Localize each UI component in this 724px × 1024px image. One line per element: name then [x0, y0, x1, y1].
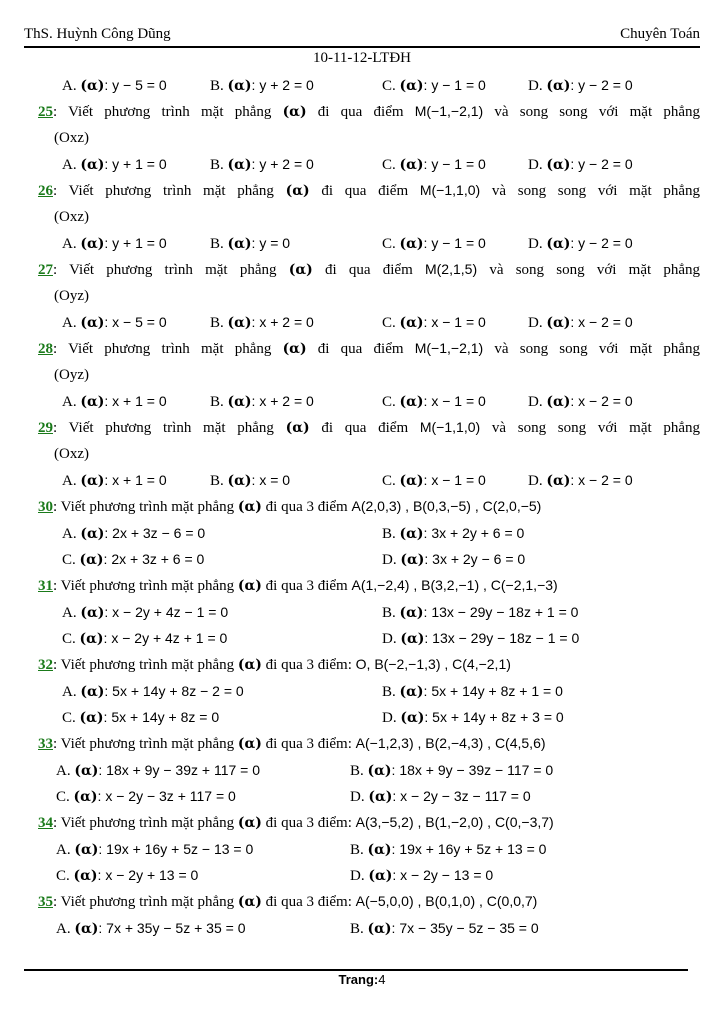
options-row	[38, 678, 700, 704]
options-row	[38, 915, 700, 941]
option-d: D. (α): y − 2 = 0	[528, 77, 633, 94]
page-footer	[0, 972, 724, 987]
page-header	[24, 26, 700, 48]
option-b: B. (α): x = 0	[210, 472, 291, 489]
option-d: D. (α): x − 2 = 0	[528, 393, 633, 410]
option-d: D. (α): y − 2 = 0	[528, 156, 633, 173]
subject-label: Chuyên Toán	[620, 26, 700, 42]
option-b: B. (α): x + 2 = 0	[210, 314, 314, 331]
options-row	[38, 625, 700, 651]
question-32: 32: Viết phương trình mặt phẳng (α) đi qua 3 điểm: O, B(−2,−1,3) , C(4,−2,1)	[38, 656, 511, 673]
option-c: C. (α): x − 2y − 3z + 117 = 0	[56, 788, 236, 805]
option-b: B. (α): y + 2 = 0	[210, 77, 314, 94]
options-row	[38, 757, 700, 783]
options-row	[38, 783, 700, 809]
options-row	[38, 546, 700, 572]
option-c: C. (α): y − 1 = 0	[382, 156, 486, 173]
option-a: A. (α): x + 1 = 0	[62, 472, 167, 489]
option-b: B. (α): 7x − 35y − 5z − 35 = 0	[350, 920, 539, 937]
options-row	[38, 230, 700, 256]
option-d: D. (α): 13x − 29y − 18z − 1 = 0	[382, 630, 580, 647]
options-row	[38, 151, 700, 177]
options-row	[38, 467, 700, 493]
question-31: 31: Viết phương trình mặt phẳng (α) đi qua 3 điểm A(1,−2,4) , B(3,2,−1) , C(−2,1,−3)	[38, 577, 558, 594]
options-row	[38, 599, 700, 625]
option-c: C. (α): 2x + 3z + 6 = 0	[62, 551, 205, 568]
page-number: 4	[378, 972, 386, 987]
option-c: C. (α): 5x + 14y + 8z = 0	[62, 709, 220, 726]
options-row	[38, 309, 700, 335]
options-row	[38, 388, 700, 414]
option-a: A. (α): x − 5 = 0	[62, 314, 167, 331]
question-28-plane: (Oyz)	[54, 367, 89, 383]
option-a: A. (α): 18x + 9y − 39z + 117 = 0	[56, 762, 261, 779]
option-b: B. (α): y + 2 = 0	[210, 156, 314, 173]
option-a: A. (α): 19x + 16y + 5z − 13 = 0	[56, 841, 254, 858]
question-29: 29: Viết phương trình mặt phẳng (α) đi qua điểm M(−1,1,0) và song song với mặt phẳng	[38, 419, 701, 436]
question-30: 30: Viết phương trình mặt phẳng (α) đi qua 3 điểm A(2,0,3) , B(0,3,−5) , C(2,0,−5)	[38, 498, 542, 515]
question-27-plane: (Oyz)	[54, 288, 89, 304]
option-d: D. (α): y − 2 = 0	[528, 235, 633, 252]
option-a: A. (α): 5x + 14y + 8z − 2 = 0	[62, 683, 244, 700]
option-b: B. (α): y = 0	[210, 235, 291, 252]
option-c: C. (α): x − 1 = 0	[382, 472, 486, 489]
option-c: C. (α): x − 2y + 13 = 0	[56, 867, 199, 884]
page-subtitle: 10-11-12-LTĐH	[312, 50, 412, 66]
option-c: C. (α): y − 1 = 0	[382, 235, 486, 252]
question-29-plane: (Oxz)	[54, 446, 89, 462]
options-row	[38, 72, 700, 98]
options-row	[38, 836, 700, 862]
question-list	[38, 72, 700, 941]
option-d: D. (α): 5x + 14y + 8z + 3 = 0	[382, 709, 564, 726]
options-row	[38, 862, 700, 888]
footer-divider	[24, 969, 688, 971]
question-26: 26: Viết phương trình mặt phẳng (α) đi qua điểm M(−1,1,0) và song song với mặt phẳng	[38, 182, 701, 199]
option-c: C. (α): x − 1 = 0	[382, 393, 486, 410]
option-d: D. (α): x − 2 = 0	[528, 314, 633, 331]
option-b: B. (α): 18x + 9y − 39z − 117 = 0	[350, 762, 554, 779]
option-c: C. (α): x − 2y + 4z + 1 = 0	[62, 630, 228, 647]
question-35: 35: Viết phương trình mặt phẳng (α) đi qua 3 điểm: A(−5,0,0) , B(0,1,0) , C(0,0,7)	[38, 893, 538, 910]
question-26-plane: (Oxz)	[54, 209, 89, 225]
author-name: ThS. Huỳnh Công Dũng	[24, 26, 171, 42]
option-a: A. (α): y + 1 = 0	[62, 235, 167, 252]
question-28: 28: Viết phương trình mặt phẳng (α) đi qua điểm M(−1,−2,1) và song song với mặt phẳng	[38, 340, 700, 357]
option-d: D. (α): x − 2y − 3z − 117 = 0	[350, 788, 531, 805]
option-c: C. (α): y − 1 = 0	[382, 77, 486, 94]
option-a: A. (α): y − 5 = 0	[62, 77, 167, 94]
question-25: 25: Viết phương trình mặt phẳng (α) đi qua điểm M(−1,−2,1) và song song với mặt phẳng	[38, 103, 700, 120]
option-b: B. (α): x + 2 = 0	[210, 393, 314, 410]
question-34: 34: Viết phương trình mặt phẳng (α) đi qua 3 điểm: A(3,−5,2) , B(1,−2,0) , C(0,−3,7)	[38, 814, 554, 831]
option-b: B. (α): 13x − 29y − 18z + 1 = 0	[382, 604, 579, 621]
question-25-plane: (Oxz)	[54, 130, 89, 146]
option-a: A. (α): 2x + 3z − 6 = 0	[62, 525, 206, 542]
options-row	[38, 520, 700, 546]
option-a: A. (α): y + 1 = 0	[62, 156, 167, 173]
option-b: B. (α): 3x + 2y + 6 = 0	[382, 525, 525, 542]
page-label: Trang:	[338, 972, 379, 987]
option-d: D. (α): 3x + 2y − 6 = 0	[382, 551, 526, 568]
option-c: C. (α): x − 1 = 0	[382, 314, 486, 331]
option-d: D. (α): x − 2 = 0	[528, 472, 633, 489]
option-a: A. (α): x − 2y + 4z − 1 = 0	[62, 604, 229, 621]
option-a: A. (α): x + 1 = 0	[62, 393, 167, 410]
question-33: 33: Viết phương trình mặt phẳng (α) đi qua 3 điểm: A(−1,2,3) , B(2,−4,3) , C(4,5,6)	[38, 735, 546, 752]
option-b: B. (α): 5x + 14y + 8z + 1 = 0	[382, 683, 563, 700]
option-a: A. (α): 7x + 35y − 5z + 35 = 0	[56, 920, 246, 937]
option-d: D. (α): x − 2y − 13 = 0	[350, 867, 494, 884]
options-row	[38, 704, 700, 730]
option-b: B. (α): 19x + 16y + 5z + 13 = 0	[350, 841, 547, 858]
question-27: 27: Viết phương trình mặt phẳng (α) đi qua điểm M(2,1,5) và song song với mặt phẳng	[38, 261, 701, 278]
